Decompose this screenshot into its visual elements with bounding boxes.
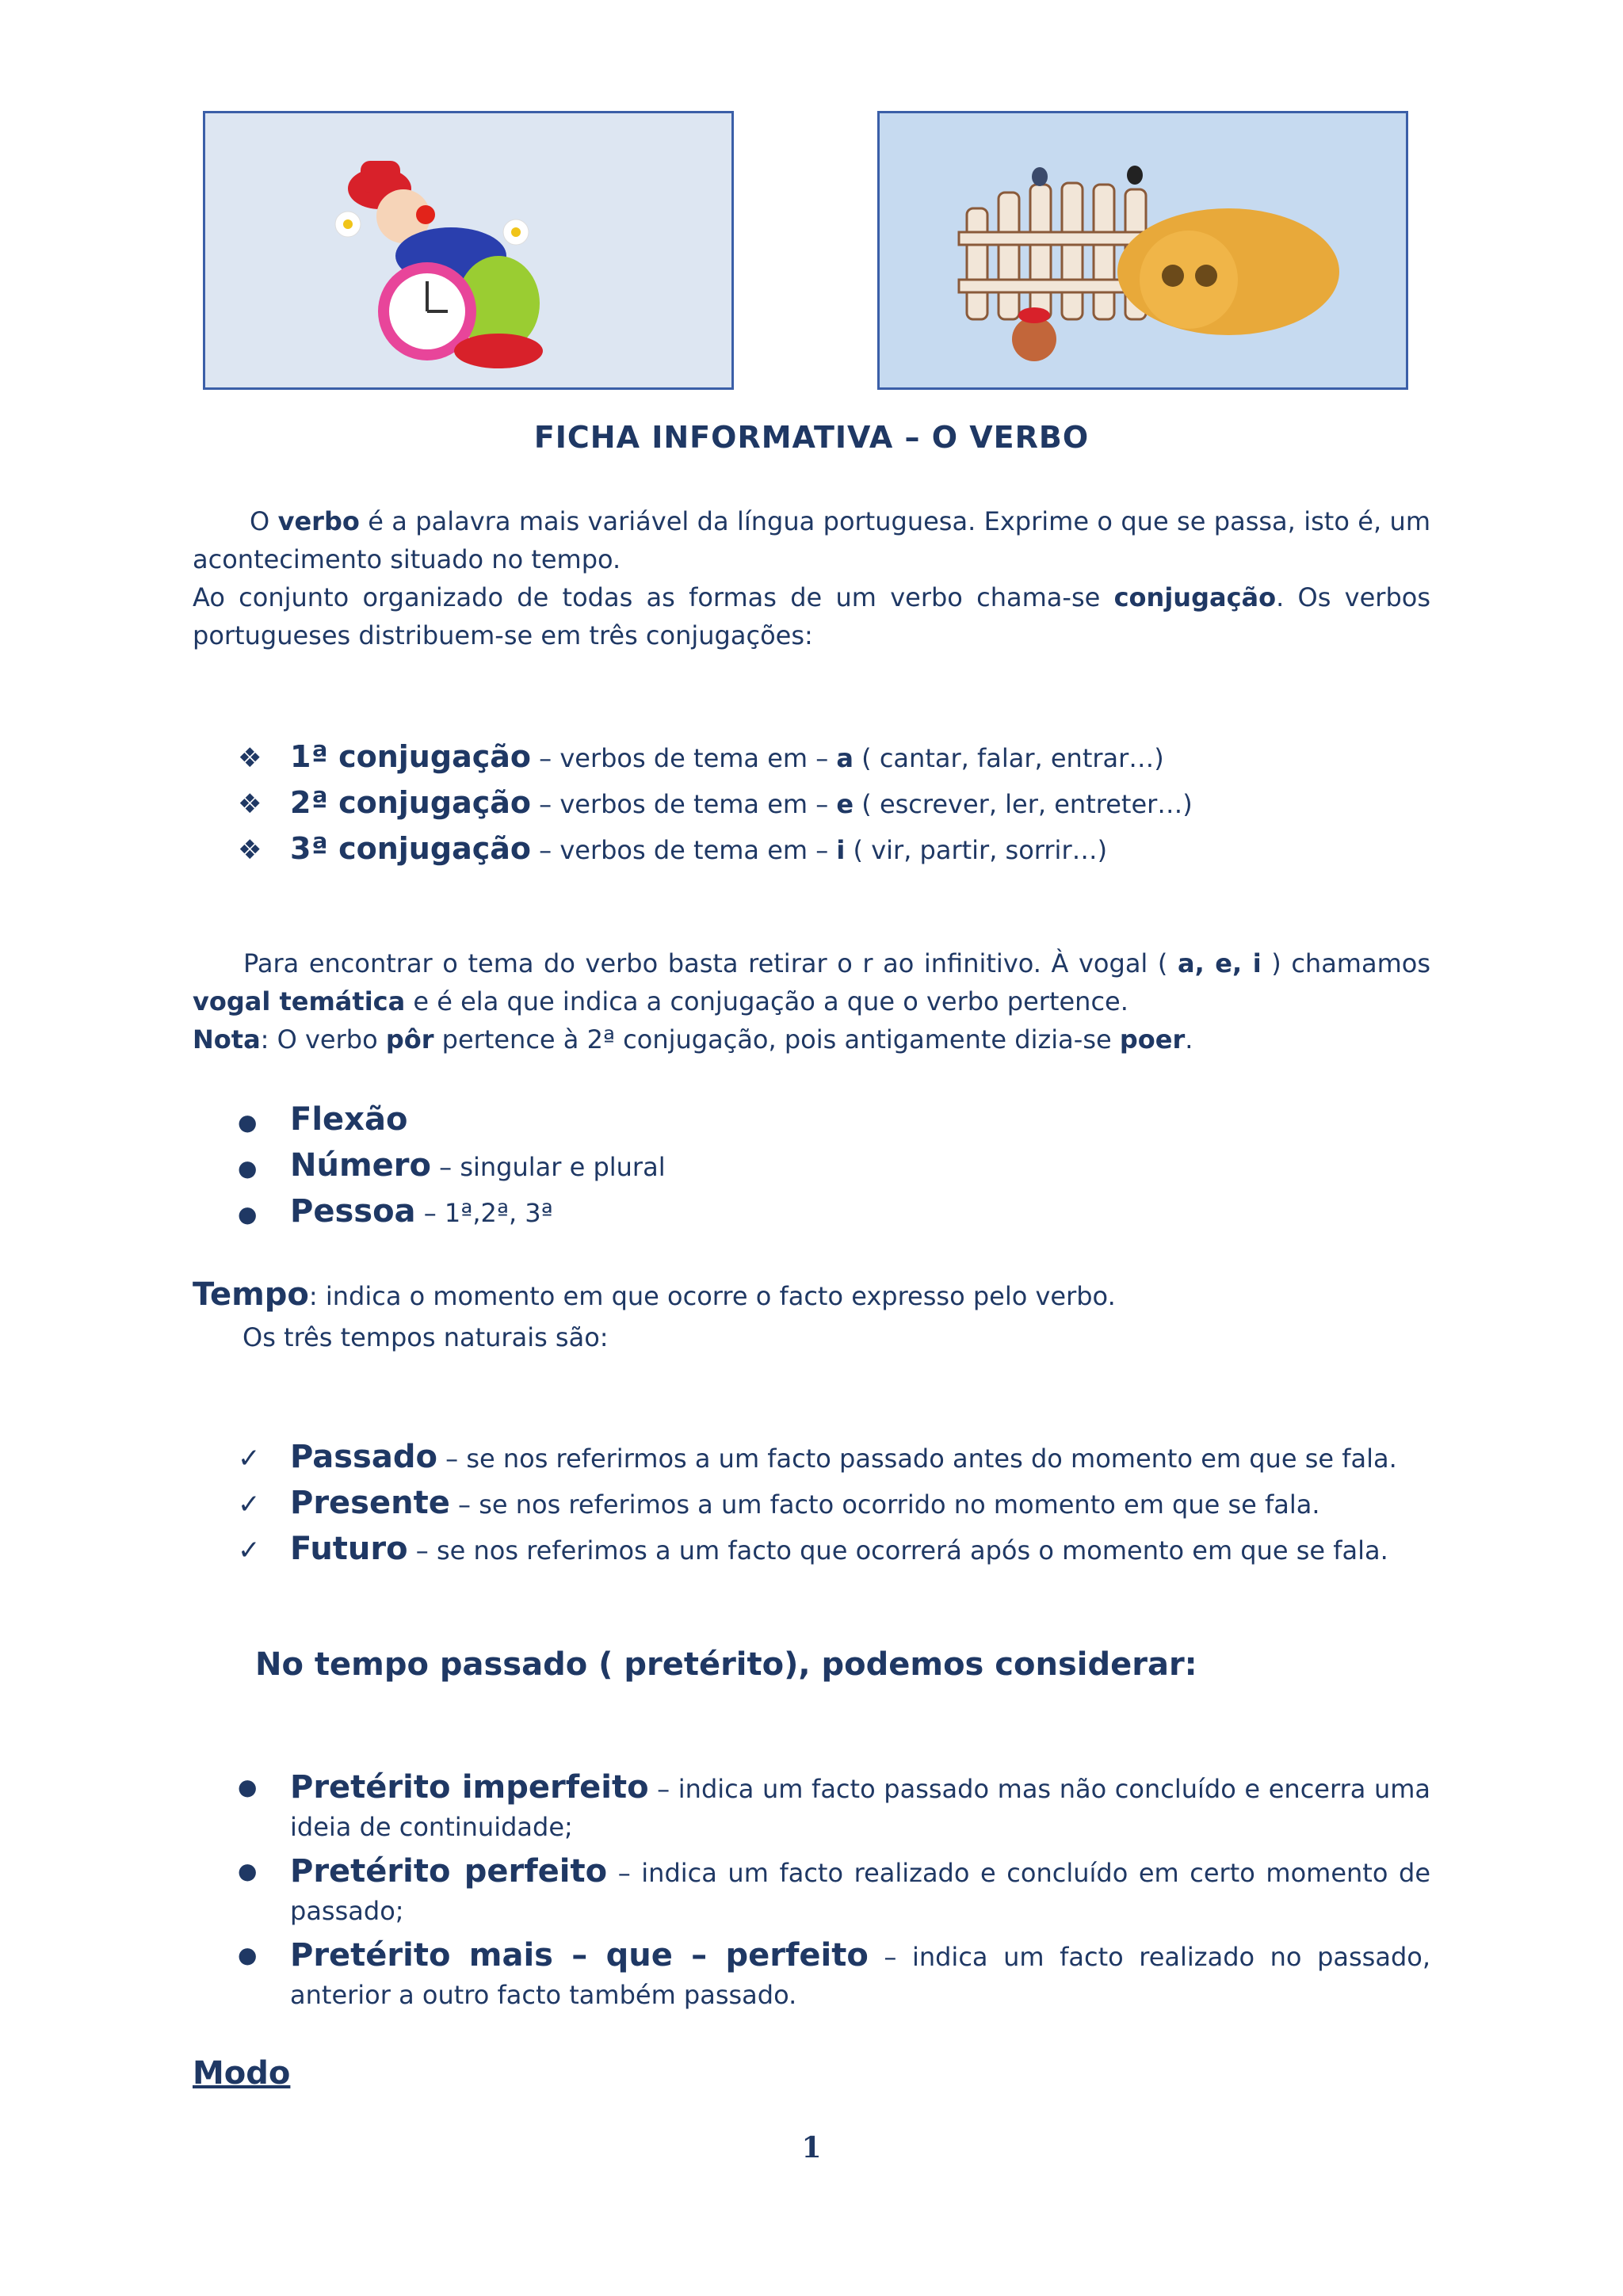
list-item-conjugation-3: ❖ 3ª conjugação – verbos de tema em – i ( vir, partir, sorrir…) [238, 826, 1107, 871]
list-item-numero: ● Número – singular e plural [238, 1142, 666, 1188]
section-heading-modo: Modo [193, 2055, 291, 2092]
dot-bullet-icon: ● [238, 1109, 258, 1135]
section-heading-preterito: No tempo passado ( pretérito), podemos considerar: [255, 1646, 1197, 1683]
vowels-list: a, e, i [1177, 948, 1262, 978]
tempo-subtitle: Os três tempos naturais são: [242, 1322, 609, 1352]
tempo-label: Tempo [193, 1276, 309, 1313]
intro-paragraph-2: Ao conjunto organizado de todas as formas de um verbo chama-se conjugação. Os verbos portugueses distribuem-se em três conjugações: [193, 582, 1431, 650]
page-title: FICHA INFORMATIVA – O VERBO [533, 420, 1090, 455]
clown-clock-drawing [205, 113, 731, 387]
clown-clock-illustration [203, 111, 734, 390]
kitten-fence-drawing [880, 113, 1406, 387]
list-item-preterito-imperfeito: ● Pretérito imperfeito – indica um facto passado mas não concluído e encerra uma ideia de continuidade; [238, 1769, 1431, 1842]
list-item-presente: ✓ Presente – se nos referimos a um facto ocorrido no momento em que se fala. [238, 1480, 1320, 1526]
diamond-bullet-icon: ❖ [238, 742, 262, 774]
list-item-futuro: ✓ Futuro – se nos referimos a um facto que ocorrerá após o momento em que se fala. [238, 1526, 1388, 1572]
diamond-bullet-icon: ❖ [238, 788, 262, 820]
tema-paragraph: Para encontrar o tema do verbo basta retirar o r ao infinitivo. À vogal ( a, e, i ) chamamos vogal temática e é ela que indica a conjugação a que o verbo pertence. [193, 948, 1431, 1016]
list-item-pessoa: ● Pessoa – 1ª,2ª, 3ª [238, 1188, 553, 1234]
tempo-definition: Tempo: indica o momento em que ocorre o facto expresso pelo verbo. [193, 1276, 1116, 1313]
list-item-conjugation-1: ❖ 1ª conjugação – verbos de tema em – a ( cantar, falar, entrar…) [238, 734, 1164, 780]
nota-label: Nota [193, 1024, 261, 1055]
dot-bullet-icon: ● [238, 1858, 258, 1884]
term-verbo: verbo [277, 506, 360, 536]
dot-bullet-icon: ● [238, 1774, 258, 1800]
checkmark-icon: ✓ [238, 1535, 261, 1566]
kitten-fence-illustration [877, 111, 1408, 390]
page-number: 1 [801, 2131, 822, 2164]
nota-paragraph: Nota: O verbo pôr pertence à 2ª conjugação, pois antigamente dizia-se poer. [193, 1024, 1193, 1055]
intro-paragraph-1: O verbo é a palavra mais variável da língua portuguesa. Exprime o que se passa, isto é, um acontecimento situado no tempo. [193, 506, 1431, 574]
diamond-bullet-icon: ❖ [238, 834, 262, 866]
list-item-conjugation-2: ❖ 2ª conjugação – verbos de tema em – e ( escrever, ler, entreter…) [238, 780, 1193, 826]
dot-bullet-icon: ● [238, 1201, 258, 1227]
list-item-passado: ✓ Passado – se nos referirmos a um facto passado antes do momento em que se fala. [238, 1434, 1397, 1480]
list-item-preterito-mais-que-perfeito: ● Pretérito mais – que – perfeito – indica um facto realizado no passado, anterior a outro facto também passado. [238, 1937, 1430, 2010]
list-item-flexao: ● Flexão [238, 1097, 407, 1142]
checkmark-icon: ✓ [238, 1489, 261, 1520]
checkmark-icon: ✓ [238, 1443, 261, 1474]
dot-bullet-icon: ● [238, 1942, 258, 1968]
list-item-preterito-perfeito: ● Pretérito perfeito – indica um facto realizado e concluído em certo momento de passado; [238, 1853, 1431, 1926]
dot-bullet-icon: ● [238, 1155, 258, 1181]
term-conjugacao: conjugação [1113, 582, 1277, 612]
